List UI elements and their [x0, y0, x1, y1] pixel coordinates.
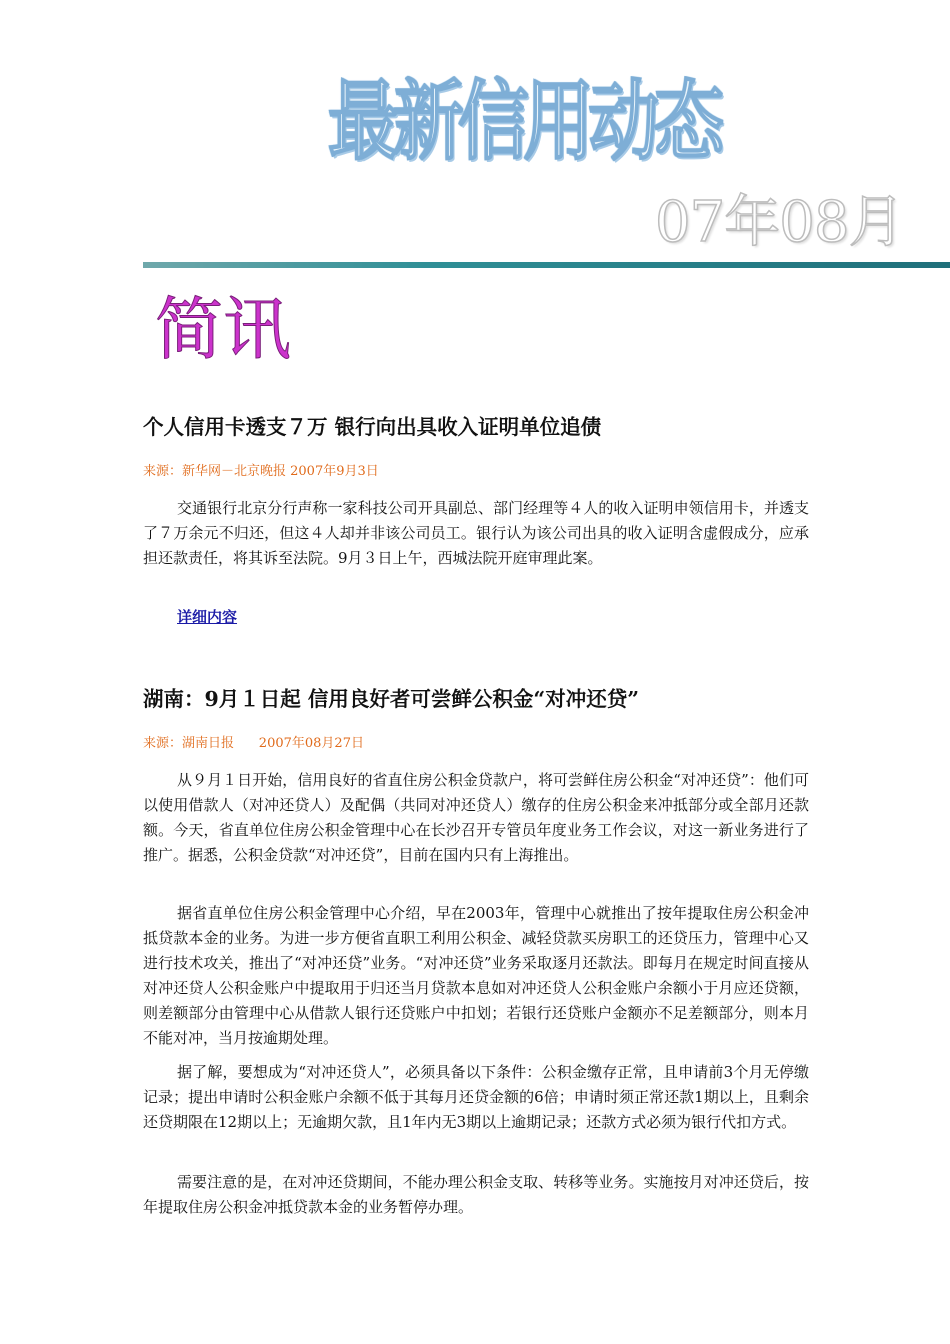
article-source: 来源：湖南日报 2007年08月27日 — [143, 736, 364, 751]
article-source: 来源：新华网－北京晚报 2007年9月3日 — [143, 464, 379, 479]
article-paragraph: 据省直单位住房公积金管理中心介绍，早在2003年，管理中心就推出了按年提取住房公积金冲抵贷款本金的业务。为进一步方便省直职工利用公积金、减轻贷款买房职工的还贷压力，管理中心又进行技术攻关，推出了“对冲还贷”业务。“对冲还贷”业务采取逐月还款法。即每月在规定时间直接从对冲还贷人公积金账户中提取用于归还当月贷款本息如对冲还贷人公积金账户余额小于月应还贷额，则差额部分由管理中心从借款人银行还贷账户中扣划；若银行还贷账户金额亦不足差额部分，则本月不能对冲，当月按逾期处理。 — [143, 904, 809, 1047]
article-title: 个人信用卡透支７万 银行向出具收入证明单位追债 — [143, 415, 602, 439]
details-link[interactable]: 详细内容 — [177, 608, 238, 626]
section-heading: 简讯 — [155, 291, 292, 370]
article-paragraph: 需要注意的是，在对冲还贷期间，不能办理公积金支取、转移等业务。实施按月对冲还贷后，按年提取住房公积金冲抵贷款本金的业务暂停办理。 — [143, 1173, 809, 1216]
article-paragraph: 据了解，要想成为“对冲还贷人”，必须具备以下条件：公积金缴存正常，且申请前3个月无停缴记录；提出申请时公积金账户余额不低于其每月还贷金额的6倍；申请时须正常还款1期以上，且剩余还贷期限在12期以上；无逾期欠款，且1年内无3期以上逾期记录；还款方式必须为银行代扣方式。 — [143, 1063, 809, 1131]
issue-date: 07年08月 — [655, 190, 904, 255]
masthead-title: 最新信用动态 — [328, 71, 719, 172]
article-paragraph: 交通银行北京分行声称一家科技公司开具副总、部门经理等４人的收入证明申领信用卡，并透支了７万余元不归还，但这４人却并非该公司员工。银行认为该公司出具的收入证明含虚假成分，应承担还款责任，将其诉至法院。9月３日上午，西城法院开庭审理此案。 — [143, 499, 809, 567]
header-divider — [143, 262, 950, 268]
article-title: 湖南：9月１日起 信用良好者可尝鲜公积金“对冲还贷” — [143, 687, 639, 711]
article-paragraph: 从９月１日开始，信用良好的省直住房公积金贷款户，将可尝鲜住房公积金“对冲还贷”：他们可以使用借款人（对冲还贷人）及配偶（共同对冲还贷人）缴存的住房公积金来冲抵部分或全部月还款额。今天，省直单位住房公积金管理中心在长沙召开专管员年度业务工作会议，对这一新业务进行了推广。据悉，公积金贷款“对冲还贷”，目前在国内只有上海推出。 — [143, 771, 809, 864]
